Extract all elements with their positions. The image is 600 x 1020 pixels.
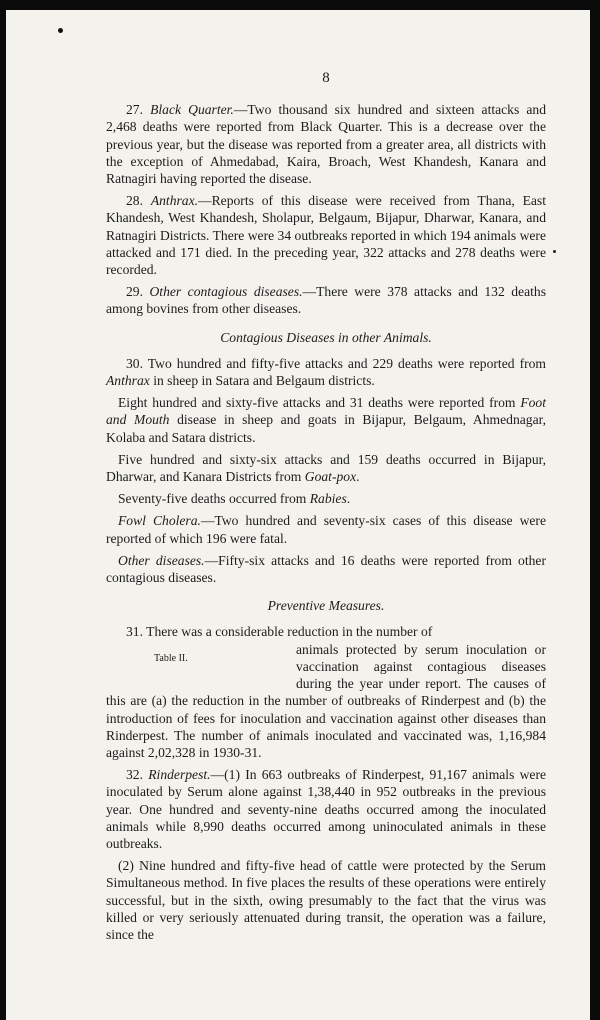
paragraph-30	[106, 355, 546, 389]
para-text: .	[356, 469, 360, 485]
paragraph-30d	[106, 490, 546, 507]
para-text: disease in sheep and goats in Bijapur, Belgaum, Ahmednagar, Kolaba and Satara districts.	[106, 412, 546, 445]
para-number: 30.	[126, 355, 143, 371]
table-reference: Table II.	[154, 652, 188, 664]
document-page	[106, 70, 546, 948]
scan-speck	[553, 250, 556, 253]
paragraph-32b: (2) Nine hundred and fifty-five head of cattle were protected by the Serum Simultaneous method. In five places the results of these operations were entirely successful, but in the sixth, owing presumably to the fact that the virus was killed or very seriously attenuated during transit, the operation was a failure, since the	[106, 858, 546, 942]
para-body: —Reports of this disease were received from Thana, East Khandesh, West Khandesh, Sholapur, Belgaum, Bijapur, Dharwar, Kanara, and Ratnagiri Districts. There were 34 outbreaks reported in which 194 animals were attacked and 171 died. In the preceding year, 322 attacks and 278 deaths were recorded.	[106, 193, 546, 278]
paragraph-31-body: animals protected by serum inoculation or vaccination against contagious diseases during the year under report. The causes of this are (a) the reduction in the number of outbreaks of Rinderpest and (b) the introduction of fees for inoculation and vaccination against other diseases than Rinderpest. The number of animals inoculated and vaccinated was, 1,16,984 against 2,02,328 in 1930-31.	[106, 641, 546, 760]
paragraph-27	[106, 101, 546, 187]
para-number: 28.	[126, 193, 143, 209]
para-text: Eight hundred and sixty-five attacks and 31 deaths were reported from	[118, 395, 521, 411]
para-text: There was a considerable reduction in the number of	[146, 624, 433, 640]
section-heading: Contagious Diseases in other Animals.	[220, 329, 432, 345]
para-emphasis: Other diseases.	[118, 552, 205, 568]
scan-border-left	[0, 0, 6, 1020]
para-body: —Two thousand six hundred and sixteen attacks and 2,468 deaths were reported from Black Quarter. This is a decrease over the previous year, but the disease was reported from a greater area, all districts with the exception of Ahmedabad, Kaira, Broach, West Khandesh, Kanara and Ratnagiri having reported the disease.	[106, 102, 546, 187]
paragraph-30f	[106, 552, 546, 586]
para-title: Other contagious diseases.	[149, 284, 303, 300]
para-number: 27.	[126, 102, 143, 118]
para-emphasis: Anthrax	[106, 373, 150, 389]
paragraph-30c	[106, 451, 546, 485]
para-text: —Fifty-six attacks and 16 deaths were reported from other contagious diseases.	[106, 552, 546, 586]
para-text: .	[346, 491, 351, 507]
para-emphasis: Fowl Cholera.	[118, 513, 201, 529]
para-emphasis: Rabies	[309, 491, 347, 507]
scan-speck	[57, 27, 64, 34]
page-number: 8	[322, 70, 330, 86]
scan-border-top	[0, 0, 600, 10]
para-emphasis: Foot and Mouth	[106, 395, 546, 428]
paragraph-28	[106, 192, 546, 278]
para-text: Five hundred and sixty-six attacks and 159 deaths occurred in Bijapur, Dharwar, and Kanara Districts from	[106, 451, 546, 485]
paragraph-30b	[106, 394, 546, 446]
para-text: Two hundred and fifty-five attacks and 229 deaths were reported from	[147, 355, 546, 371]
para-emphasis: Goat-pox	[304, 469, 357, 485]
para-title: Black Quarter.	[150, 102, 234, 118]
para-number: 29.	[126, 284, 143, 300]
paragraph-30e	[106, 512, 546, 546]
paragraph-29	[106, 283, 546, 317]
para-title: Anthrax.	[150, 193, 199, 209]
scan-border-right	[590, 0, 600, 1020]
paragraph-31	[106, 623, 546, 640]
para-title: Rinderpest.	[148, 767, 211, 783]
para-text: Seventy-five deaths occurred from	[118, 491, 310, 507]
para-text: —Two hundred and seventy-six cases of this disease were reported of which 196 were fatal.	[106, 513, 546, 546]
para-body: —(1) In 663 outbreaks of Rinderpest, 91,167 animals were inoculated by Serum alone against 1,38,440 in 952 outbreaks in the previous year. One hundred and seventy-nine deaths occurred among the inoculated animals while 8,990 deaths occurred among uninoculated animals in these outbreaks.	[106, 767, 547, 851]
para-number: 31.	[126, 624, 143, 640]
para-number: 32.	[126, 767, 143, 783]
paragraph-32	[106, 766, 546, 852]
para-body: —There were 378 attacks and 132 deaths among bovines from other diseases.	[106, 284, 546, 317]
para-text: in sheep in Satara and Belgaum districts.	[149, 373, 375, 389]
section-heading: Preventive Measures.	[267, 598, 385, 614]
